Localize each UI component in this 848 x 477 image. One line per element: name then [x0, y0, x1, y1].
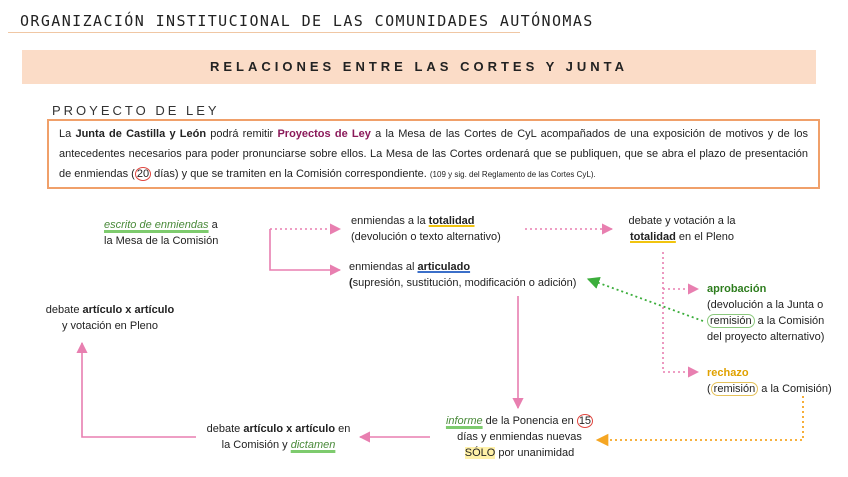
node-informe-ponencia — [437, 413, 602, 461]
rechazo-title: rechazo — [707, 367, 749, 379]
informe-italic: informe — [445, 415, 483, 427]
section-label: PROYECTO DE LEY — [52, 103, 220, 118]
debate-pleno-keyword: totalidad — [630, 231, 676, 243]
intro-text-3: a la Mesa de las Cortes de CyL acompañados de una exposición de motivos y de los antecedentes necesarios para poder pronunciarse sobre ellos. La Mesa de las Cortes ordenará que se publiquen, que se abra el plazo de presentación de enmiendas ( — [59, 128, 809, 180]
comision-line1c: en — [335, 423, 351, 435]
intro-note: (109 y sig. del Reglamento de las Cortes CyL). — [429, 170, 596, 179]
comision-line1a: debate — [206, 423, 244, 435]
escrito-rest: a — [208, 219, 218, 231]
arrow-aprobacion-to-articulado — [588, 279, 703, 321]
intro-proyectos: Proyectos de Ley — [277, 128, 371, 140]
comision-dictamen: dictamen — [290, 439, 336, 451]
aprobacion-line1: (devolución a la Junta o — [707, 299, 824, 311]
node-debate-comision — [196, 421, 361, 453]
informe-solo: SÓLO — [464, 447, 496, 459]
rechazo-rest: a la Comisión) — [758, 383, 832, 395]
page-title: ORGANIZACIÓN INSTITUCIONAL DE LAS COMUNIDADES AUTÓNOMAS — [20, 12, 594, 30]
escrito-italic: escrito de enmiendas — [104, 219, 209, 231]
informe-line3: por unanimidad — [495, 447, 575, 459]
intro-text-2: podrá remitir — [206, 128, 278, 140]
node-debate-final — [30, 302, 190, 334]
aprobacion-line2: a la Comisión — [754, 315, 825, 327]
arrow-debate-comision-to-debate-final — [82, 343, 196, 437]
node-enmiendas-articulado — [349, 259, 589, 291]
arrow-rechazo-to-informe — [597, 396, 803, 440]
aprobacion-line3: del proyecto alternativo) — [707, 331, 825, 343]
totalidad-line2: (devolución o texto alternativo) — [351, 231, 501, 243]
informe-line2: días y enmiendas nuevas — [457, 431, 582, 443]
branch-debate-pleno — [663, 252, 698, 372]
intro-text-4: días) y que se tramiten en la Comisión correspondiente. — [151, 168, 430, 180]
node-rechazo — [707, 365, 837, 397]
totalidad-line1a: enmiendas a la — [351, 215, 429, 227]
final-keyword: artículo x artículo — [82, 304, 175, 316]
informe-days-circled: 15 — [578, 415, 592, 427]
aprobacion-title: aprobación — [707, 283, 767, 295]
totalidad-keyword: totalidad — [428, 215, 475, 227]
rechazo-paren: ( — [707, 383, 711, 395]
escrito-line2: la Mesa de la Comisión — [104, 235, 219, 247]
node-enmiendas-totalidad — [351, 213, 531, 245]
intro-junta: Junta de Castilla y León — [75, 128, 207, 140]
intro-text-1: La — [59, 128, 76, 140]
articulado-line1a: enmiendas al — [349, 261, 418, 273]
aprobacion-remision: remisión — [707, 314, 755, 328]
articulado-keyword: articulado — [417, 261, 471, 273]
intro-days-circled: 20 — [136, 168, 150, 180]
arrow-escrito-to-articulado — [270, 229, 340, 270]
informe-line1: de la Ponencia en — [482, 415, 577, 427]
articulado-line2: supresión, sustitución, modificación o adición) — [352, 277, 577, 289]
rechazo-remision: remisión — [711, 382, 759, 396]
final-line1a: debate — [45, 304, 83, 316]
node-escrito-enmiendas — [104, 217, 274, 249]
final-line2: y votación en Pleno — [61, 320, 158, 332]
node-aprobacion — [707, 281, 835, 345]
node-debate-pleno — [612, 213, 752, 245]
articulado-paren: ( — [349, 277, 353, 289]
comision-line2a: la Comisión y — [221, 439, 291, 451]
debate-pleno-line2b: en el Pleno — [675, 231, 734, 243]
subtitle: RELACIONES ENTRE LAS CORTES Y JUNTA — [209, 59, 629, 74]
comision-keyword: artículo x artículo — [243, 423, 336, 435]
debate-pleno-line1: debate y votación a la — [628, 215, 736, 227]
